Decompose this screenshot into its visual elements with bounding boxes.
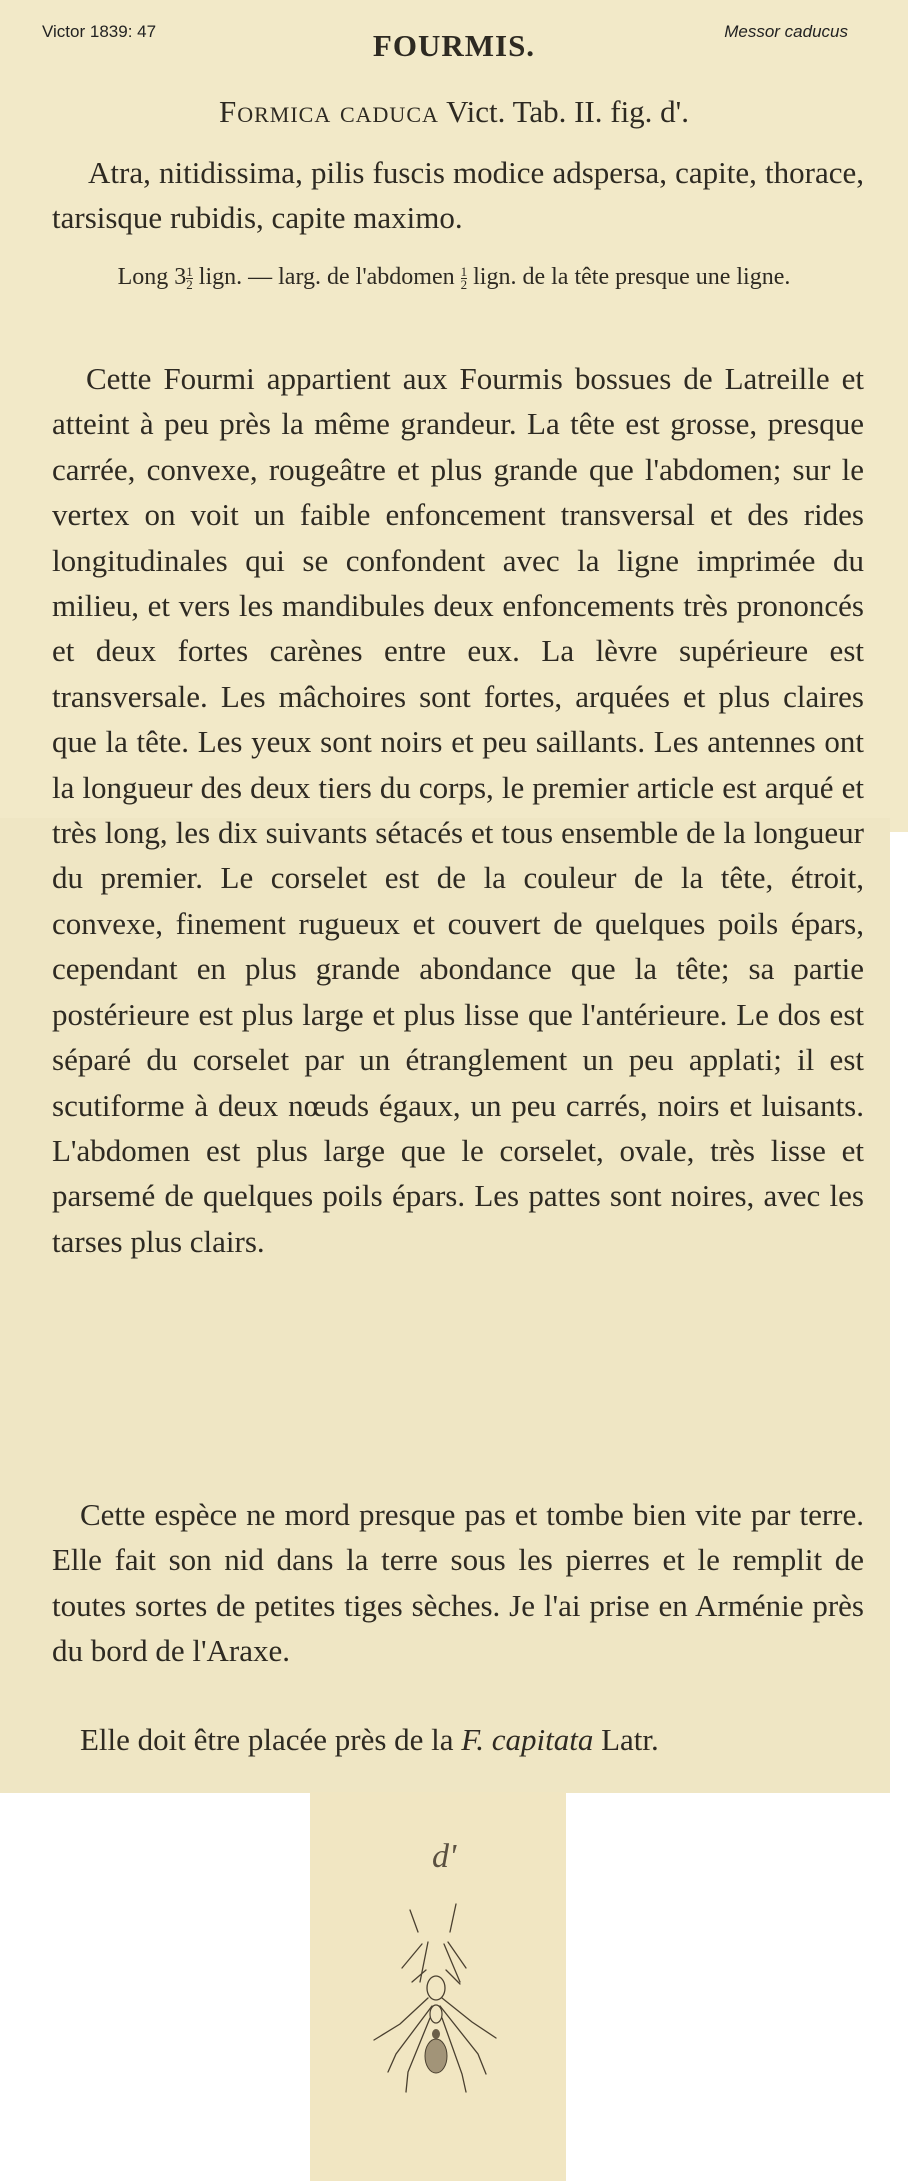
ant-illustration-icon (310, 1792, 566, 2181)
latin-diagnosis: Atra, nitidissima, pilis fuscis modice adspersa, capite, thorace, tarsisque rubidis, capite maximo. (52, 155, 864, 235)
measure-head: lign. de la tête presque une ligne. (473, 264, 791, 290)
closing-paragraph: Elle doit être placée près de la F. capitata Latr. (80, 1722, 659, 1757)
measurements (100, 258, 808, 296)
measure-width: lign. — larg. de l'abdomen (198, 264, 455, 290)
citation-reference: Victor 1839: 47 (42, 22, 157, 41)
measure-length: Long 3 (117, 264, 187, 290)
fraction-half: $\frac{1}{2}$ (186, 263, 193, 292)
genus-reference: F. capitata (461, 1722, 594, 1757)
page-title: FOURMIS. (372, 28, 536, 63)
species-plate-ref: Tab. II. fig. d'. (512, 94, 690, 129)
species-name: Formica caduca (218, 94, 439, 129)
description-paragraph: Cette Fourmi appartient aux Fourmis bossues de Latreille et atteint à peu près la même grandeur. La tête est grosse, presque carrée, convexe, rougeâtre et plus grande que l'abdomen; sur le vertex on voit un faible enfoncement transversal et des rides longitudinales qui se confondent avec la ligne imprimée du milieu, et vers les mandibules deux enfoncements très prononcés et deux fortes carènes entre eux. La lèvre supérieure est transversale. Les mâchoires sont fortes, arquées et plus claires que la tête. Les yeux sont noirs et peu saillants. Les antennes ont la longueur des deux tiers du corps, le premier article est arqué et très long, les dix suivants sétacés et tous ensemble de la longueur du premier. Le corselet est de la couleur de la tête, étroit, convexe, finement rugueux et couvert de quelques poils épars, cependant en plus grande abondance que la tête; sa partie postérieure est plus large et plus lisse que l'antérieure. Le dos est séparé du corselet par un étranglement un peu applati; il est scutiforme à deux nœuds égaux, un peu carrés, noirs et luisants. L'abdomen est plus large que le corselet, ovale, très lisse et parsemé de quelques poils épars. Les pattes sont noires, avec les tarses plus clairs. (52, 361, 864, 1259)
species-heading (0, 94, 908, 130)
figure-label: d' (432, 1838, 457, 1875)
species-current-name: Messor caducus (724, 22, 848, 41)
habitat-paragraph: Cette espèce ne mord presque pas et tombe bien vite par terre. Elle fait son nid dans la terre sous les pierres et le remplit de toutes sortes de petites tiges sèches. Je l'ai prise en Arménie près du bord de l'Araxe. (52, 1497, 864, 1669)
fraction-half-2: $\frac{1}{2}$ (460, 263, 468, 292)
species-author: Vict. (446, 94, 506, 129)
